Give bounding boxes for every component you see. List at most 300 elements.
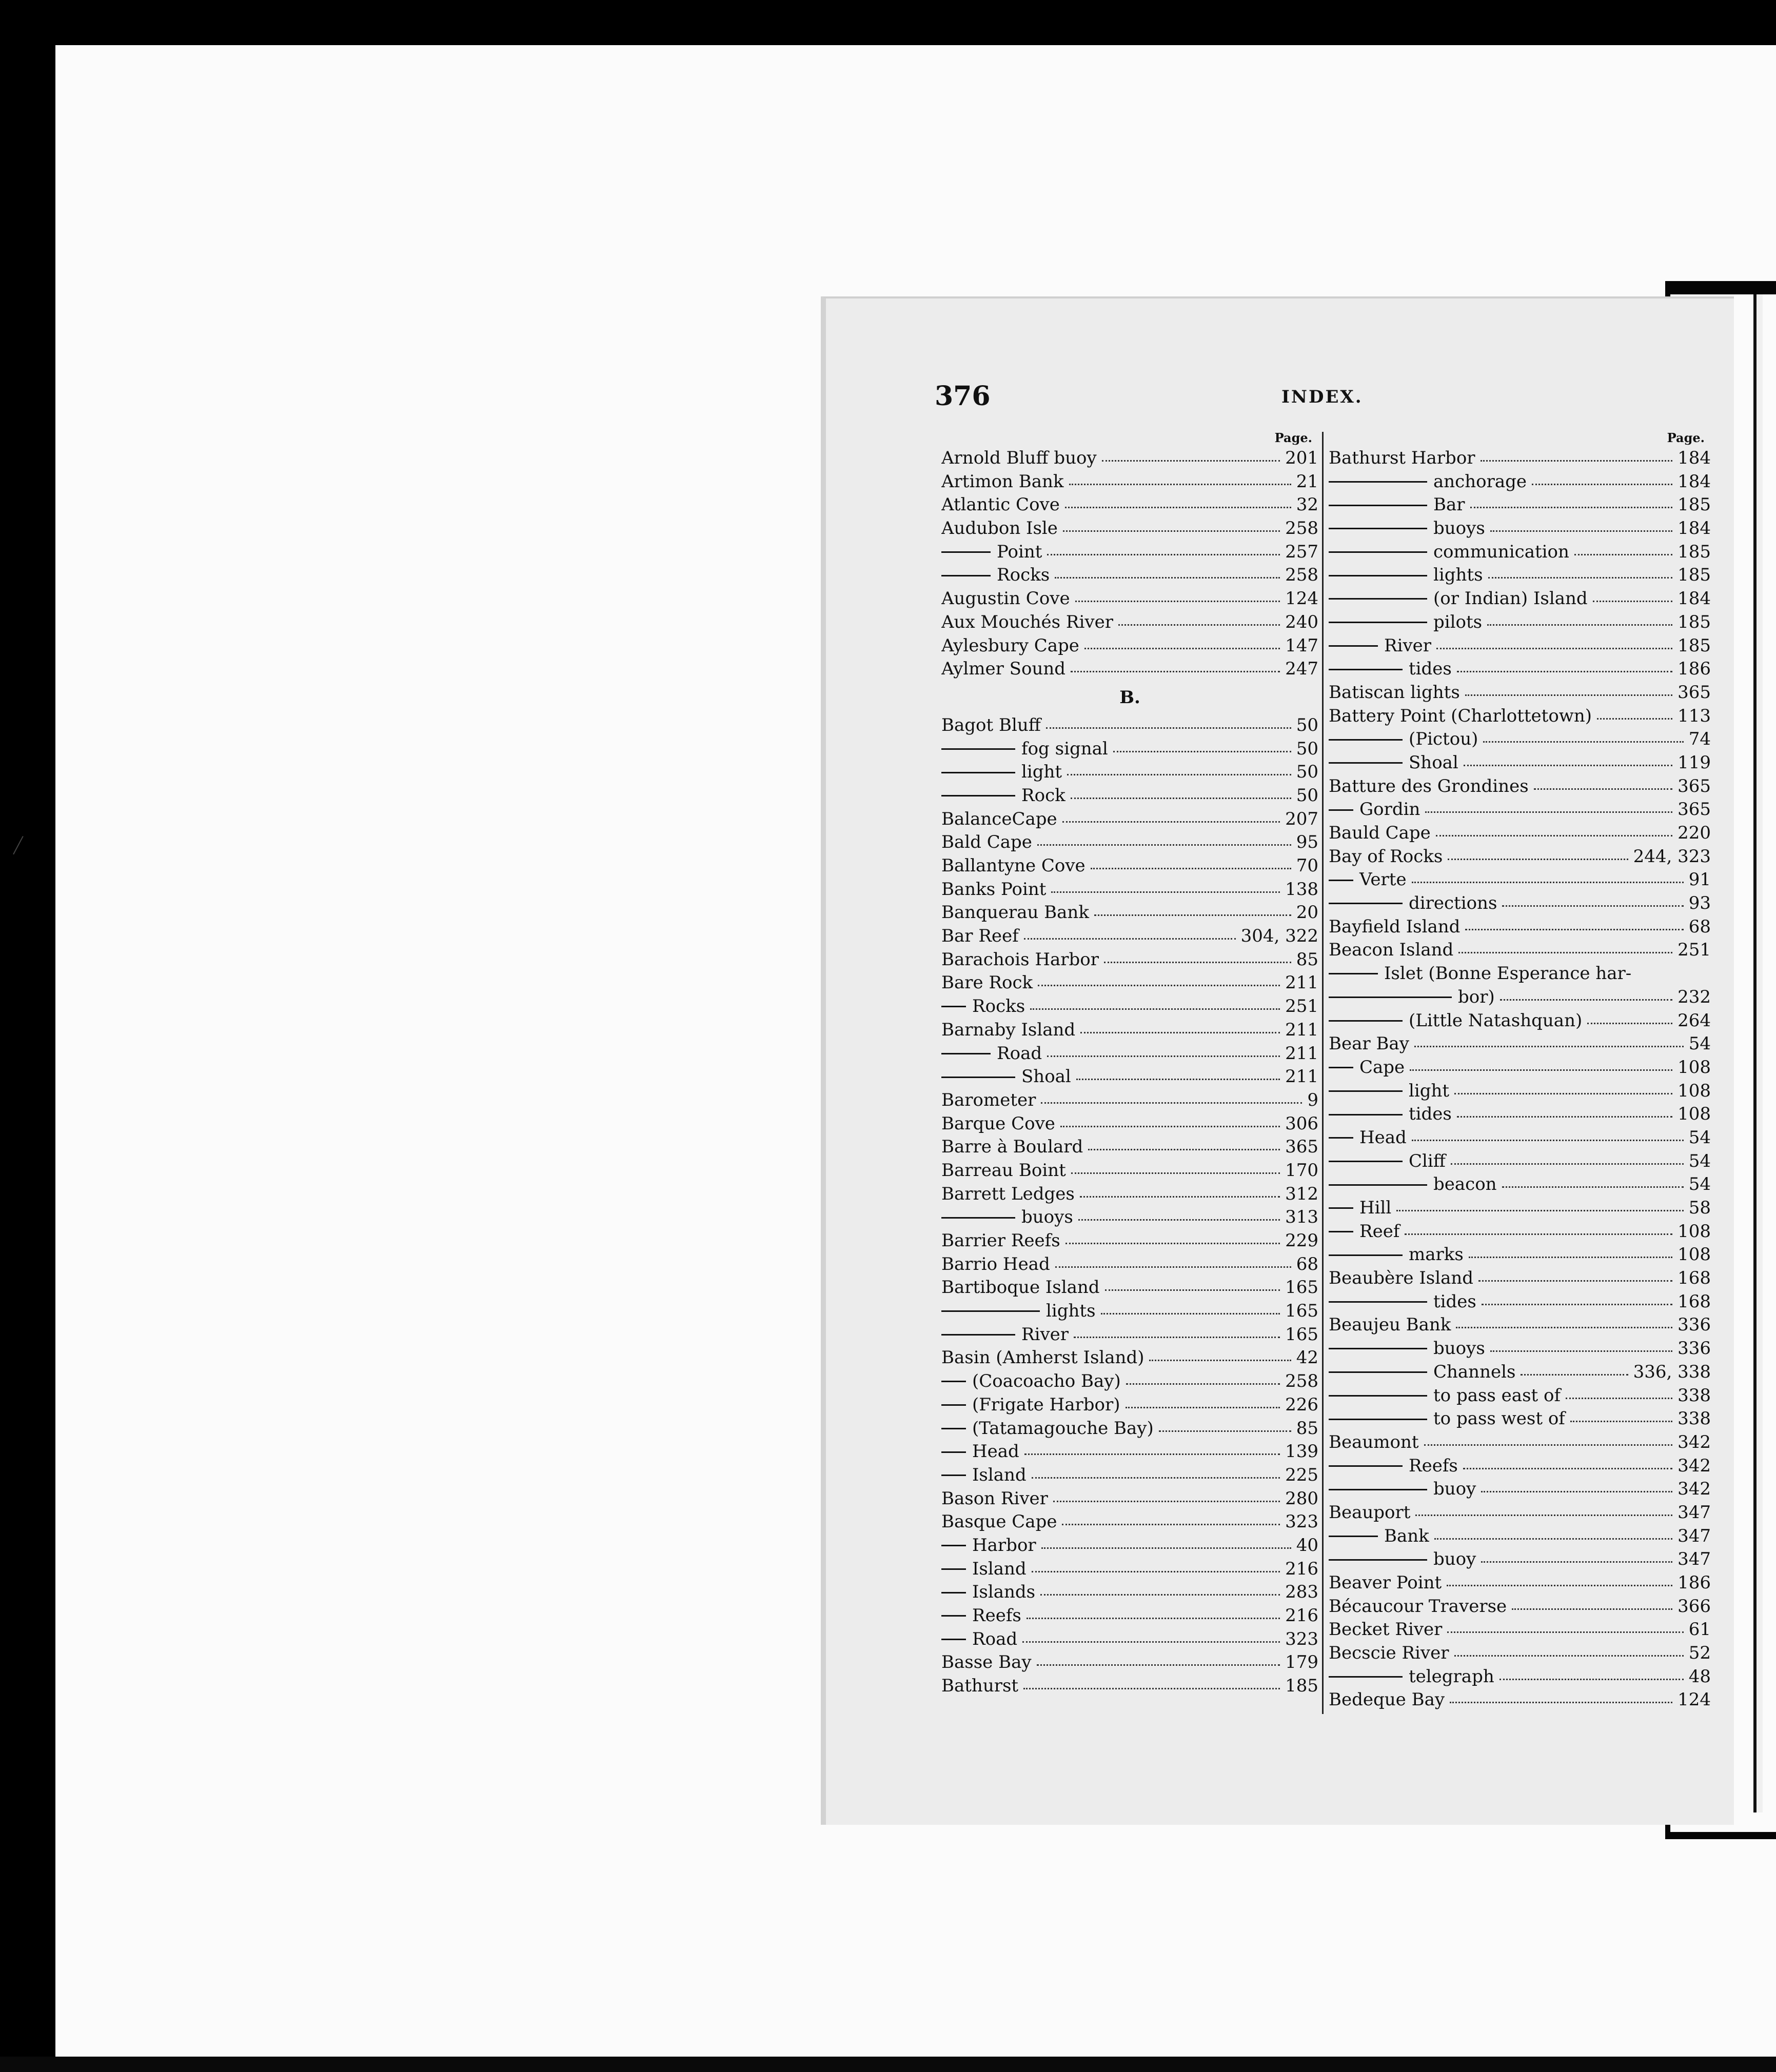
entry-text [1329, 822, 1434, 845]
index-entry [1329, 447, 1711, 470]
dot-leader [1469, 1257, 1672, 1258]
entry-page-number: 336 [1674, 1337, 1711, 1361]
entry-page-number: 229 [1282, 1229, 1318, 1253]
entry-page-number: 365 [1674, 775, 1711, 799]
ditto-dash [1329, 669, 1403, 670]
entry-text [1329, 1267, 1476, 1290]
dot-leader [1570, 1421, 1672, 1422]
entry-label: Barometer [941, 1089, 1039, 1112]
entry-label: Bar Reef [941, 925, 1022, 948]
index-entry [1329, 775, 1711, 799]
index-entry [1329, 1525, 1711, 1548]
entry-label: Rocks [972, 995, 1028, 1019]
dot-leader [1463, 1468, 1672, 1469]
entry-page-number: 304, 322 [1238, 925, 1318, 948]
entry-page-number: 74 [1686, 728, 1711, 751]
entry-label: Island [972, 1464, 1030, 1487]
entry-label: Beacon Island [1329, 939, 1456, 962]
entry-text [1329, 634, 1434, 658]
dot-leader [1502, 1186, 1684, 1188]
dot-leader [1063, 530, 1280, 532]
index-entry [1329, 1220, 1711, 1244]
entry-page-number: 216 [1282, 1604, 1318, 1628]
index-entry [941, 541, 1318, 564]
entry-page-number: 184 [1674, 447, 1711, 470]
entry-page-number: 365 [1674, 798, 1711, 822]
entry-text [1329, 915, 1463, 939]
entry-label: (or Indian) Island [1433, 587, 1591, 611]
entry-label: light [1021, 761, 1065, 784]
index-entry [941, 1159, 1318, 1183]
entry-page-number: 365 [1282, 1135, 1318, 1159]
ditto-dash [941, 575, 991, 576]
index-entry [1329, 868, 1711, 892]
entry-text [941, 1628, 1020, 1651]
entry-label: Aux Mouchés River [941, 611, 1116, 634]
ditto-dash [941, 1006, 966, 1007]
ditto-dash [941, 1592, 966, 1593]
entry-label: Bagot Bluff [941, 714, 1044, 738]
entry-label: Cape [1359, 1056, 1408, 1080]
ditto-dash [941, 1334, 1015, 1336]
index-entry [941, 1065, 1318, 1089]
dot-leader [1027, 1618, 1280, 1619]
scan-bottom-edge [0, 2057, 1776, 2072]
entry-page-number: 226 [1282, 1393, 1318, 1417]
entry-page-number: 70 [1293, 854, 1318, 878]
entry-page-number: 347 [1674, 1548, 1711, 1571]
entry-page-number: 165 [1282, 1276, 1318, 1300]
page-column-header: Page. [1667, 430, 1705, 445]
entry-text [1329, 1080, 1452, 1103]
dot-leader [1053, 1501, 1280, 1502]
index-entry [941, 784, 1318, 808]
index-entry [1329, 1267, 1711, 1290]
entry-label: Barreau Boint [941, 1159, 1069, 1183]
entry-text [1329, 1595, 1510, 1619]
dot-leader [1490, 530, 1672, 532]
ditto-dash [1329, 1114, 1403, 1115]
entry-label: (Coacoacho Bay) [972, 1370, 1124, 1393]
entry-text [1329, 1313, 1454, 1337]
entry-label: telegraph [1409, 1665, 1497, 1689]
entry-text [1329, 470, 1530, 494]
entry-label: Rock [1021, 784, 1069, 808]
entry-label: Bartiboque Island [941, 1276, 1103, 1300]
entry-label: Arnold Bluff buoy [941, 447, 1100, 470]
ditto-dash [1329, 575, 1427, 576]
index-entry [941, 738, 1318, 761]
entry-page-number: 211 [1282, 971, 1318, 995]
entry-page-number: 342 [1674, 1478, 1711, 1501]
entry-label: Becket River [1329, 1618, 1445, 1642]
dot-leader [1080, 1032, 1280, 1033]
dot-leader [1071, 671, 1280, 672]
entry-text [941, 1019, 1078, 1042]
dot-leader [1041, 1102, 1302, 1104]
dot-leader [1067, 774, 1291, 775]
index-entry [941, 854, 1318, 878]
entry-label: (Little Natashquan) [1409, 1009, 1585, 1033]
entry-label: Channels [1433, 1361, 1518, 1384]
ditto-dash [941, 795, 1015, 796]
dot-leader [1500, 999, 1672, 1001]
entry-page-number: 244, 323 [1630, 845, 1711, 869]
dot-leader [1024, 1453, 1280, 1455]
entry-page-number: 108 [1674, 1103, 1711, 1126]
dot-leader [1046, 727, 1291, 729]
ditto-dash [941, 1545, 966, 1546]
entry-page-number: 251 [1674, 939, 1711, 962]
entry-text [1329, 1032, 1412, 1056]
entry-label: Road [997, 1042, 1045, 1066]
entry-text [941, 1370, 1124, 1393]
entry-label: Audubon Isle [941, 517, 1061, 541]
index-entry [1329, 1571, 1711, 1595]
ditto-dash [941, 551, 991, 553]
entry-label: Harbor [972, 1534, 1039, 1558]
dot-leader [1521, 1374, 1628, 1376]
index-entry [1329, 1337, 1711, 1361]
entry-text [1329, 658, 1455, 681]
entry-text [941, 761, 1065, 784]
entry-label: tides [1409, 658, 1455, 681]
ditto-dash [1329, 1348, 1427, 1349]
entry-page-number: 184 [1674, 470, 1711, 494]
entry-page-number: 139 [1282, 1440, 1318, 1464]
entry-text [941, 1042, 1045, 1066]
index-entry [941, 1370, 1318, 1393]
index-entry [1329, 1243, 1711, 1267]
dot-leader [1451, 1163, 1684, 1165]
entry-text [941, 587, 1073, 611]
entry-label: directions [1409, 892, 1500, 915]
entry-label: Becscie River [1329, 1642, 1452, 1665]
index-entry [941, 611, 1318, 634]
index-entry [1329, 1032, 1711, 1056]
dot-leader [1104, 962, 1291, 963]
entry-label: Artimon Bank [941, 470, 1067, 494]
entry-label: Bathurst Harbor [1329, 447, 1478, 470]
dot-leader [1434, 1538, 1672, 1540]
entry-label: buoys [1433, 1337, 1488, 1361]
entry-text [941, 995, 1028, 1019]
entry-label: Bare Rock [941, 971, 1036, 995]
entry-text [941, 738, 1111, 761]
dot-leader [1062, 821, 1280, 823]
index-entry [1329, 564, 1711, 587]
index-entry [1329, 1056, 1711, 1080]
entry-page-number: 124 [1674, 1688, 1711, 1712]
dot-leader [1499, 1679, 1684, 1680]
dot-leader [1412, 1140, 1684, 1141]
entry-text [1329, 1455, 1461, 1478]
entry-page-number: 93 [1686, 892, 1711, 915]
index-entry [941, 658, 1318, 681]
index-entry [1329, 986, 1711, 1009]
index-entry [1329, 681, 1711, 705]
entry-page-number: 50 [1293, 761, 1318, 784]
entry-label: (Tatamagouche Bay) [972, 1417, 1157, 1441]
index-entry [1329, 1384, 1711, 1408]
entry-page-number: 225 [1282, 1464, 1318, 1487]
index-entry [1329, 962, 1711, 986]
page-column-header: Page. [1274, 430, 1312, 445]
index-entry [1329, 915, 1711, 939]
index-entry [1329, 822, 1711, 845]
dot-leader [1078, 1219, 1280, 1221]
entry-label: Barrier Reefs [941, 1229, 1063, 1253]
entry-label: Aylmer Sound [941, 658, 1069, 681]
entry-page-number: 108 [1674, 1220, 1711, 1244]
entry-label: light [1409, 1080, 1452, 1103]
entry-text [1329, 1478, 1479, 1501]
entry-label: Bauld Cape [1329, 822, 1434, 845]
entry-text [1329, 541, 1572, 564]
page-number: 376 [935, 381, 991, 412]
entry-label: Augustin Cove [941, 587, 1073, 611]
index-entry [1329, 1150, 1711, 1173]
index-entry [941, 925, 1318, 948]
entry-label: buoys [1433, 517, 1488, 541]
entry-page-number: 108 [1674, 1056, 1711, 1080]
entry-text [941, 564, 1053, 587]
dot-leader [1091, 868, 1291, 869]
entry-page-number: 170 [1282, 1159, 1318, 1183]
entry-page-number: 312 [1282, 1183, 1318, 1206]
dot-leader [1022, 1641, 1280, 1643]
entry-text [1329, 1197, 1394, 1220]
entry-label: lights [1433, 564, 1486, 587]
entry-text [941, 1417, 1157, 1441]
dot-leader [1032, 1571, 1280, 1572]
dot-leader [1113, 751, 1291, 752]
entry-label: Gordin [1359, 798, 1423, 822]
index-entry [941, 1487, 1318, 1511]
index-entry [1329, 892, 1711, 915]
dot-leader [1490, 1350, 1672, 1352]
dot-leader [1084, 648, 1280, 649]
entry-text [1329, 1220, 1403, 1244]
entry-page-number: 184 [1674, 587, 1711, 611]
index-entry [941, 1042, 1318, 1066]
ditto-dash [941, 1639, 966, 1640]
dot-leader [1465, 694, 1672, 696]
entry-text [1329, 493, 1468, 517]
entry-label: Beauport [1329, 1501, 1413, 1525]
dot-leader [1071, 1172, 1280, 1174]
entry-page-number: 61 [1686, 1618, 1711, 1642]
entry-label: Reef [1359, 1220, 1403, 1244]
index-entry [941, 1253, 1318, 1277]
dot-leader [1101, 1313, 1280, 1314]
entry-label: Bécaucour Traverse [1329, 1595, 1510, 1619]
ditto-dash [1329, 1090, 1403, 1092]
entry-page-number: 283 [1282, 1581, 1318, 1604]
index-entry [1329, 541, 1711, 564]
entry-text [941, 1651, 1035, 1675]
entry-page-number: 366 [1674, 1595, 1711, 1619]
column-divider [1322, 432, 1324, 1714]
entry-page-number: 207 [1282, 808, 1318, 831]
entry-text [941, 1604, 1024, 1628]
ditto-dash [1329, 1676, 1403, 1678]
dot-leader [1436, 835, 1672, 836]
dot-leader [1456, 1327, 1672, 1328]
entry-label: Banks Point [941, 878, 1049, 902]
entry-text [1329, 517, 1488, 541]
facing-page-inner-edge [1753, 294, 1763, 1812]
page-header [826, 381, 1734, 422]
dot-leader [1481, 460, 1672, 462]
entry-label: River [1384, 634, 1434, 658]
entry-label: Beaujeu Bank [1329, 1313, 1454, 1337]
ditto-dash [1329, 1371, 1427, 1373]
entry-text [941, 1534, 1039, 1558]
entry-text [1329, 705, 1595, 728]
index-entry [941, 1089, 1318, 1112]
index-entry [1329, 587, 1711, 611]
entry-text [1329, 1571, 1445, 1595]
index-entry [1329, 1009, 1711, 1033]
entry-label: Barachois Harbor [941, 948, 1102, 972]
entry-label: Basque Cape [941, 1510, 1060, 1534]
index-entry [941, 1276, 1318, 1300]
ditto-dash [941, 1404, 966, 1406]
index-entry [1329, 658, 1711, 681]
entry-label: Head [1359, 1126, 1410, 1150]
entry-page-number: 52 [1686, 1642, 1711, 1665]
index-entry [941, 1112, 1318, 1136]
entry-text [941, 1487, 1051, 1511]
entry-page-number: 124 [1282, 587, 1318, 611]
entry-text [941, 1135, 1086, 1159]
index-entry [1329, 1407, 1711, 1431]
entry-page-number: 185 [1674, 493, 1711, 517]
dot-leader [1065, 1243, 1280, 1244]
dot-leader [1038, 985, 1280, 986]
index-entry [941, 1464, 1318, 1487]
index-column-left [941, 429, 1318, 1698]
index-entry [941, 634, 1318, 658]
index-entry [1329, 1501, 1711, 1525]
dot-leader [1481, 1491, 1672, 1492]
entry-text [941, 831, 1035, 854]
dot-leader [1094, 914, 1291, 916]
entry-page-number: 185 [1674, 634, 1711, 658]
index-entry [1329, 1548, 1711, 1571]
index-entry [941, 995, 1318, 1019]
index-entry [941, 470, 1318, 494]
entry-page-number: 247 [1282, 658, 1318, 681]
entry-label: Rocks [997, 564, 1053, 587]
dot-leader [1482, 1304, 1672, 1305]
ditto-dash [1329, 1395, 1427, 1397]
entry-text [1329, 1431, 1422, 1455]
entry-label: Hill [1359, 1197, 1394, 1220]
ditto-dash [1329, 1231, 1353, 1232]
entry-page-number: 168 [1674, 1267, 1711, 1290]
dot-leader [1436, 648, 1672, 649]
entry-label: Beaver Point [1329, 1571, 1445, 1595]
index-entry [941, 948, 1318, 972]
ditto-dash [1329, 1254, 1403, 1256]
index-entry [941, 447, 1318, 470]
entry-label: to pass west of [1433, 1407, 1568, 1431]
entry-page-number: 108 [1674, 1080, 1711, 1103]
entry-text [1329, 1150, 1449, 1173]
entry-page-number: 220 [1674, 822, 1711, 845]
ditto-dash [1329, 622, 1427, 623]
entry-label: buoy [1433, 1548, 1479, 1571]
entry-label: Shoal [1021, 1065, 1074, 1089]
entry-page-number: 40 [1293, 1534, 1318, 1558]
entry-page-number: 32 [1293, 493, 1318, 517]
entry-page-number: 184 [1674, 517, 1711, 541]
entry-text [1329, 1407, 1568, 1431]
entry-page-number: 347 [1674, 1501, 1711, 1525]
dot-leader [1047, 554, 1280, 555]
entry-text [941, 1323, 1072, 1347]
dot-leader [1465, 929, 1684, 930]
entry-label: buoys [1021, 1206, 1076, 1229]
index-entry [1329, 493, 1711, 517]
ditto-dash [1329, 1184, 1427, 1186]
index-entry [1329, 1290, 1711, 1314]
entry-label: pilots [1433, 611, 1485, 634]
entry-text [1329, 1361, 1518, 1384]
index-entry [1329, 1642, 1711, 1665]
entry-text [1329, 868, 1410, 892]
entry-label: communication [1433, 541, 1572, 564]
dot-leader [1481, 1561, 1672, 1563]
entry-label: marks [1409, 1243, 1467, 1267]
entry-page-number: 68 [1686, 915, 1711, 939]
dot-leader [1396, 1210, 1684, 1211]
index-entry [941, 1323, 1318, 1347]
entry-page-number: 232 [1674, 986, 1711, 1009]
index-entry [941, 1604, 1318, 1628]
entry-page-number: 179 [1282, 1651, 1318, 1675]
entry-page-number: 21 [1293, 470, 1318, 494]
entry-page-number: 85 [1293, 1417, 1318, 1441]
entry-text [1329, 845, 1446, 869]
ditto-dash [941, 1568, 966, 1570]
entry-text [941, 1159, 1069, 1183]
entry-label: lights [1046, 1300, 1099, 1323]
entry-text [941, 948, 1102, 972]
entry-page-number: 138 [1282, 878, 1318, 902]
entry-label: Barnaby Island [941, 1019, 1078, 1042]
dot-leader [1597, 718, 1672, 720]
entry-text [941, 1206, 1076, 1229]
entry-text [941, 925, 1022, 948]
entry-label: Beaumont [1329, 1431, 1422, 1455]
entry-label: Point [997, 541, 1045, 564]
entry-label: Battery Point (Charlottetown) [1329, 705, 1595, 728]
index-entry [1329, 1478, 1711, 1501]
entry-page-number: 201 [1282, 447, 1318, 470]
dot-leader [1488, 577, 1672, 579]
entry-page-number: 211 [1282, 1042, 1318, 1066]
entry-text [1329, 1103, 1455, 1126]
dot-leader [1457, 671, 1672, 672]
entry-text [941, 1675, 1021, 1698]
ditto-dash [941, 1310, 1040, 1312]
index-entry [1329, 611, 1711, 634]
entry-text [1329, 1665, 1497, 1689]
entry-page-number: 186 [1674, 1571, 1711, 1595]
